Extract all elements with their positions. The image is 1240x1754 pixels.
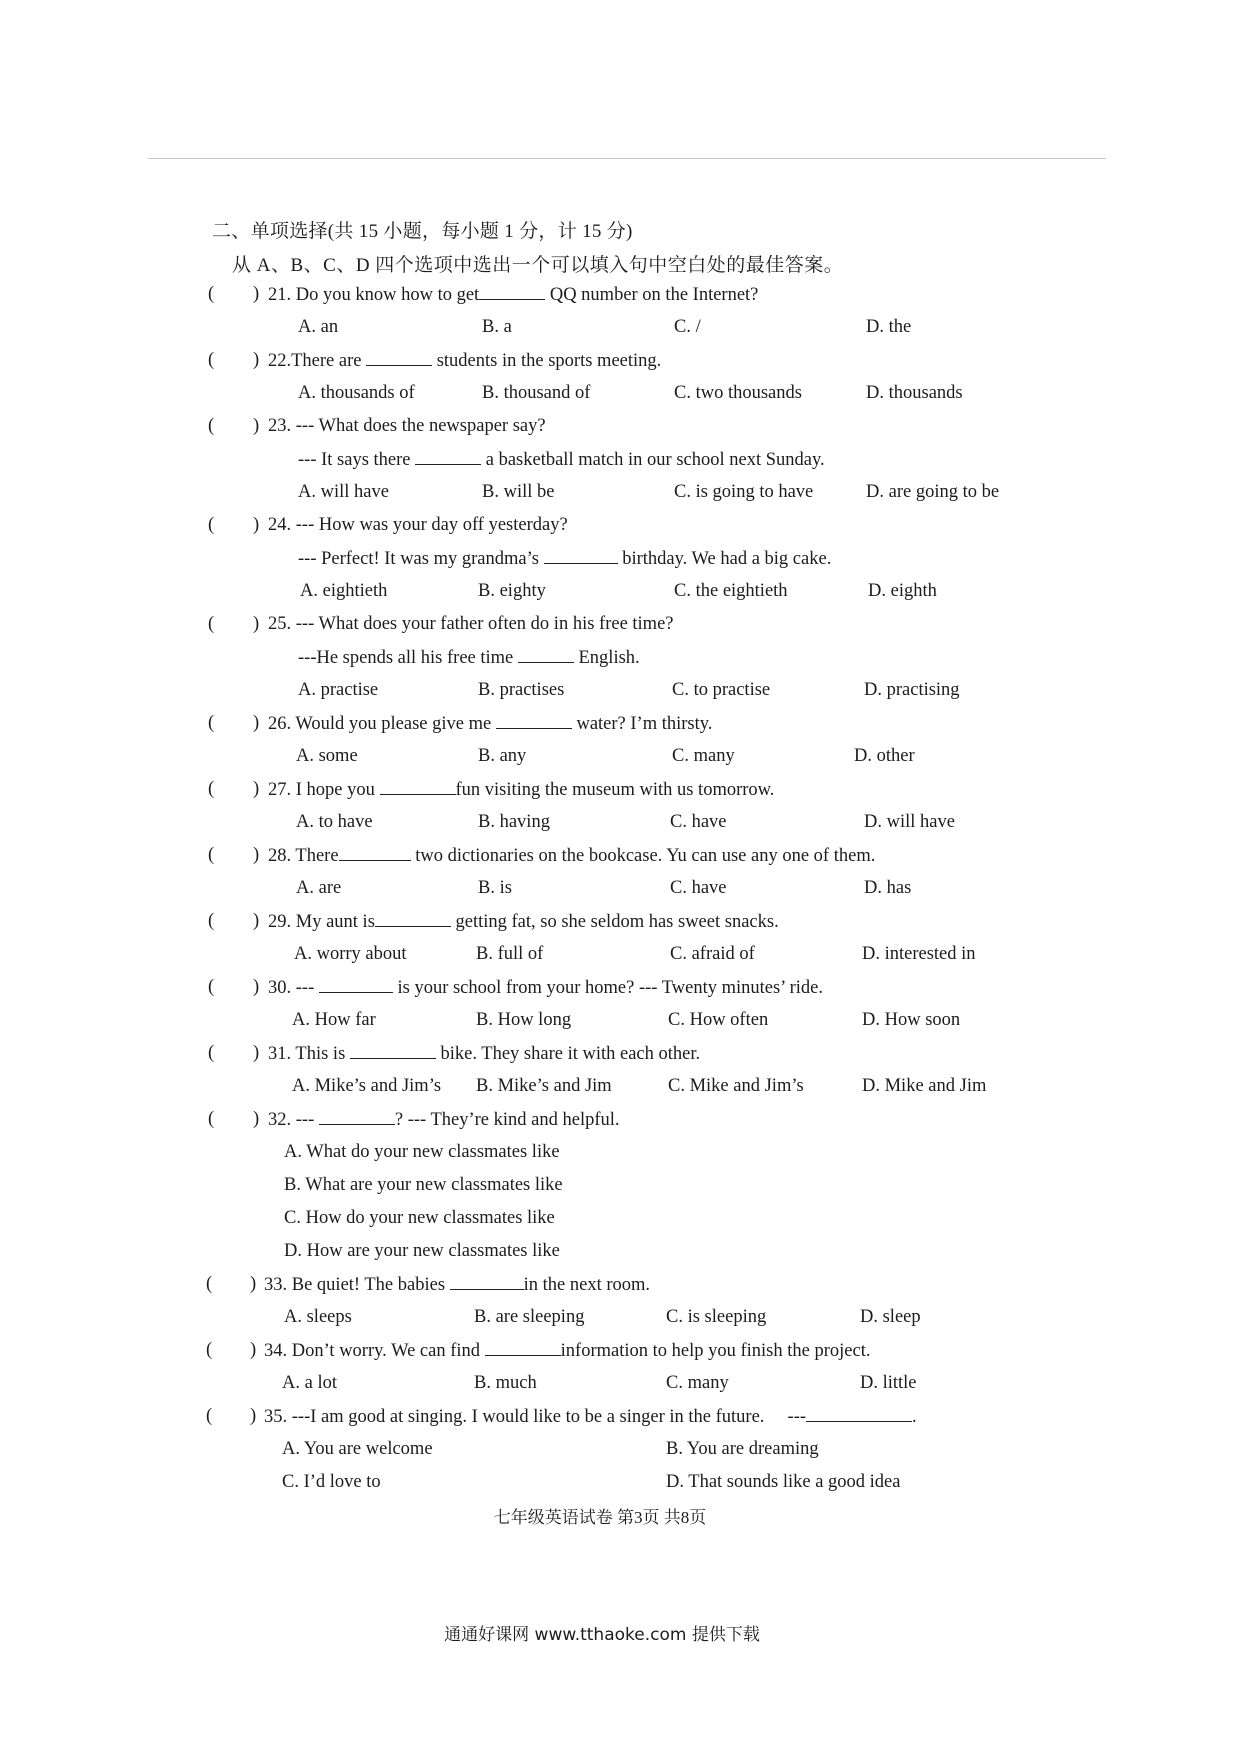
answer-paren-close: ) [253,350,260,370]
question-number: 35. [264,1407,288,1427]
question-stem: 32. --- ? --- They’re kind and helpful. [268,1110,620,1130]
answer-blank [806,1406,912,1422]
question-number: 31. [268,1044,292,1064]
answer-blank [450,1274,524,1290]
option-b: B. eighty [478,581,546,601]
answer-blank [518,647,574,663]
section-instruction: 从 A、B、C、D 四个选项中选出一个可以填入句中空白处的最佳答案。 [232,255,844,276]
question-number: 25. [268,614,292,634]
option-d: D. the [866,317,912,337]
question-number: 34. [264,1341,288,1361]
question-number: 32. [268,1110,292,1130]
answer-paren-close: ) [253,845,260,865]
option-b: B. are sleeping [474,1307,585,1327]
question-23 [0,416,1240,449]
option-a: A. to have [296,812,373,832]
option-d: D. other [854,746,915,766]
answer-paren-open: ( [208,416,215,436]
question-26 [0,713,1240,746]
question-line-2: --- Perfect! It was my grandma’s birthday. We had a big cake. [298,549,832,569]
option-b: B. any [478,746,527,766]
answer-blank [485,1340,561,1356]
option-a: A. practise [298,680,379,700]
option-b: B. practises [478,680,565,700]
question-number: 30. [268,978,292,998]
question-24 [0,515,1240,548]
answer-paren-open: ( [208,779,215,799]
answer-paren-close: ) [253,977,260,997]
question-stem: 29. My aunt is getting fat, so she seldom has sweet snacks. [268,912,779,932]
question-number: 28. [268,846,292,866]
option-b: B. is [478,878,512,898]
answer-paren-close: ) [250,1406,257,1426]
option-d: D. Mike and Jim [862,1076,987,1096]
answer-paren-close: ) [253,416,260,436]
question-30 [0,977,1240,1010]
question-number: 21. [268,285,292,305]
answer-paren-close: ) [253,713,260,733]
answer-paren-open: ( [208,911,215,931]
option-a: A. How far [292,1010,376,1030]
option-d: D. little [860,1373,917,1393]
answer-paren-close: ) [253,614,260,634]
question-stem: 31. This is bike. They share it with each other. [268,1044,701,1064]
answer-blank [339,845,411,861]
answer-paren-open: ( [208,614,215,634]
answer-blank [375,911,451,927]
option-c: C. How do your new classmates like [284,1208,555,1228]
answer-paren-close: ) [253,779,260,799]
answer-blank [319,1109,395,1125]
answer-blank [544,548,618,564]
option-c: C. is going to have [674,482,814,502]
question-22 [0,350,1240,383]
question-line-2: ---He spends all his free time English. [298,648,640,668]
page-footer: 七年级英语试卷 第3页 共8页 [493,1508,707,1527]
answer-paren-close: ) [250,1274,257,1294]
question-33 [0,1274,1240,1307]
option-a: A. will have [298,482,389,502]
question-number: 24. [268,515,292,535]
option-a: A. worry about [294,944,407,964]
option-d: D. practising [864,680,960,700]
question-31 [0,1043,1240,1076]
answer-paren-open: ( [206,1274,213,1294]
option-b: B. How long [476,1010,572,1030]
question-21 [0,284,1240,317]
option-d: D. are going to be [866,482,1000,502]
question-stem: 21. Do you know how to get QQ number on the Internet? [268,285,759,305]
option-b: B. You are dreaming [666,1439,819,1459]
section-title: 二、单项选择(共 15 小题，每小题 1 分，计 15 分) [212,221,633,242]
question-number: 26. [268,714,292,734]
question-stem: 25. --- What does your father often do in his free time? [268,614,674,634]
answer-blank [380,779,456,795]
top-divider [148,158,1106,159]
option-c: C. have [670,812,727,832]
option-b: B. What are your new classmates like [284,1175,563,1195]
option-d: D. sleep [860,1307,921,1327]
option-a: A. are [296,878,342,898]
question-number: 27. [268,780,292,800]
question-stem: 27. I hope you fun visiting the museum with us tomorrow. [268,780,775,800]
answer-paren-open: ( [206,1340,213,1360]
answer-blank [319,977,393,993]
answer-paren-open: ( [208,977,215,997]
answer-paren-open: ( [208,845,215,865]
question-stem: 28. There two dictionaries on the bookcase. Yu can use any one of them. [268,846,876,866]
answer-paren-close: ) [253,1043,260,1063]
question-29 [0,911,1240,944]
answer-paren-close: ) [253,515,260,535]
option-a: A. an [298,317,339,337]
answer-paren-open: ( [208,1109,215,1129]
question-35 [0,1406,1240,1439]
question-stem: 34. Don’t worry. We can find information to help you finish the project. [264,1341,871,1361]
option-c: C. many [672,746,735,766]
question-number: 23. [268,416,292,436]
answer-paren-open: ( [208,284,215,304]
option-c: C. is sleeping [666,1307,767,1327]
option-b: B. having [478,812,550,832]
option-d: D. How are your new classmates like [284,1241,560,1261]
question-27 [0,779,1240,812]
answer-paren-close: ) [253,1109,260,1129]
option-b: B. thousand of [482,383,591,403]
question-stem: 33. Be quiet! The babies in the next room. [264,1275,651,1295]
question-32 [0,1109,1240,1142]
option-d: D. will have [864,812,955,832]
option-d: D. has [864,878,912,898]
answer-blank [350,1043,436,1059]
question-25 [0,614,1240,647]
question-number: 33. [264,1275,288,1295]
question-stem: 30. --- is your school from your home? --- Twenty minutes’ ride. [268,978,823,998]
option-a: A. thousands of [298,383,415,403]
answer-paren-close: ) [253,911,260,931]
answer-blank [496,713,572,729]
option-c: C. two thousands [674,383,802,403]
option-d: D. How soon [862,1010,961,1030]
option-c: C. many [666,1373,729,1393]
answer-paren-open: ( [208,1043,215,1063]
option-c: C. the eightieth [674,581,788,601]
question-number: 29. [268,912,292,932]
option-a: A. You are welcome [282,1439,433,1459]
option-d: D. That sounds like a good idea [666,1472,901,1492]
answer-blank [479,284,545,300]
answer-blank [366,350,432,366]
option-a: A. some [296,746,358,766]
answer-paren-close: ) [253,284,260,304]
option-d: D. interested in [862,944,976,964]
option-a: A. Mike’s and Jim’s [292,1076,442,1096]
option-c: C. / [674,317,701,337]
answer-paren-open: ( [206,1406,213,1426]
option-a: A. sleeps [284,1307,352,1327]
answer-paren-open: ( [208,713,215,733]
question-stem: 22.There are students in the sports meeting. [268,351,662,371]
question-stem: 23. --- What does the newspaper say? [268,416,546,436]
question-line-2: --- It says there a basketball match in our school next Sunday. [298,450,825,470]
option-a: A. What do your new classmates like [284,1142,560,1162]
option-a: A. a lot [282,1373,337,1393]
option-c: C. How often [668,1010,769,1030]
site-footer: 通通好课网 www.tthaoke.com 提供下载 [444,1625,760,1645]
question-28 [0,845,1240,878]
option-a: A. eightieth [300,581,388,601]
question-stem: 35. ---I am good at singing. I would like to be a singer in the future. --- . [264,1407,917,1427]
option-c: C. I’d love to [282,1472,381,1492]
question-stem: 26. Would you please give me water? I’m thirsty. [268,714,713,734]
option-c: C. to practise [672,680,771,700]
answer-blank [415,449,481,465]
option-b: B. much [474,1373,537,1393]
option-b: B. a [482,317,512,337]
answer-paren-open: ( [208,350,215,370]
option-c: C. Mike and Jim’s [668,1076,804,1096]
option-b: B. full of [476,944,544,964]
answer-paren-open: ( [208,515,215,535]
option-c: C. afraid of [670,944,755,964]
question-stem: 24. --- How was your day off yesterday? [268,515,568,535]
option-c: C. have [670,878,727,898]
answer-paren-close: ) [250,1340,257,1360]
option-d: D. eighth [868,581,937,601]
option-d: D. thousands [866,383,963,403]
option-b: B. Mike’s and Jim [476,1076,612,1096]
question-number: 22. [268,351,292,371]
option-b: B. will be [482,482,555,502]
question-34 [0,1340,1240,1373]
